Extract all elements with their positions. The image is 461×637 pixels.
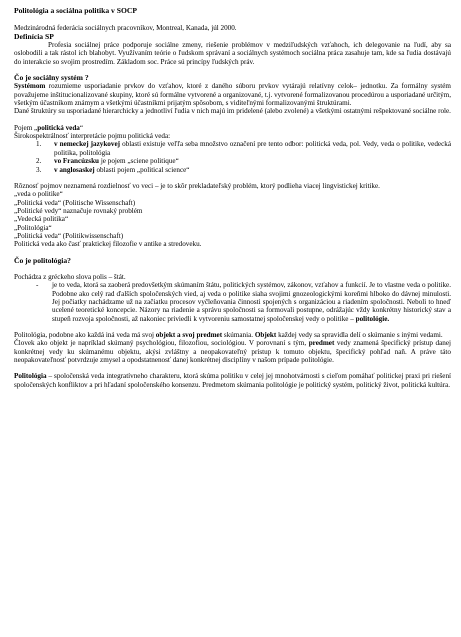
object-text-3: každej vedy sa spravidla delí o skúmanie s inými vedami. bbox=[276, 331, 443, 339]
dash-item-text: je to veda, ktorá sa zaoberá predovšetkým skúmaním štátu, politických systémov, zákonov, vzťahov a funkcií. Je to vlastne veda o politike. Podobne ako celý rad ďalších spoločenských vied, aj veda o politike siaha svojimi gnozeologickými koreňmi hlboko do dávnej minulosti. Jej počiatky nachádzame už na začiatku procesov vyčleňovania činnosti spojených s organizáciou a riadením spoločnosti. Neboli to hneď ucelené teoretické koncepcie. Názory na riadenie a správu spoločnosti sa formovali postupne, odrážajúc vždy konkrétny historický stav a stupeň rozvoja spoločnosti, až nakoniec priviedli k vytvoreniu samostatnej spoločenskej vedy o politike – bbox=[52, 281, 451, 323]
concept-heading bbox=[14, 124, 451, 132]
origin-line: Pochádza z gréckeho slova polis – štát. bbox=[14, 272, 126, 281]
concept-intro: Širokospektrálnosť interpretácie pojmu politická veda: bbox=[14, 132, 171, 141]
term-line: „veda o politike“ bbox=[14, 190, 63, 199]
dash-list bbox=[14, 281, 451, 323]
list-item bbox=[14, 140, 451, 157]
example-text-1: Človek ako objekt je napríklad skúmaný psychológiou, filozofiou, sociológiou. V porovnaní s tým, bbox=[14, 339, 309, 348]
term-line: „Politológia“ bbox=[14, 223, 52, 232]
list-item bbox=[14, 157, 451, 165]
term-line: „Vedecká politika“ bbox=[14, 215, 69, 224]
list-item-term: vo Francúzsku bbox=[54, 157, 100, 166]
example-term: predmet bbox=[308, 339, 335, 348]
system-paragraph bbox=[14, 82, 451, 107]
example-paragraph bbox=[14, 339, 451, 364]
document-title: Politológia a sociálna politika v SOCP bbox=[14, 6, 137, 15]
final-text: – spoločenská veda integratívneho charakteru, ktorá skúma politiku v celej jej mnohotvárnosti s cieľom pomáhať politickej praxi pri riešení spoločenských konfliktov a pri hľadaní spoločenského konsenzu. Predmetom skúmania politológie je politický systém, politický život, politická kultúra. bbox=[14, 372, 451, 389]
list-item bbox=[14, 166, 451, 174]
concept-prefix: Pojem „ bbox=[14, 123, 38, 132]
concept-suffix: “ bbox=[79, 123, 84, 132]
object-text-1: Politológia, podobne ako každá iná veda má svoj bbox=[14, 331, 156, 339]
system-term: Systémom bbox=[14, 82, 46, 91]
object-term-2: Objekt bbox=[254, 331, 277, 339]
list-number: 1. bbox=[36, 140, 42, 149]
final-term: Politológia bbox=[14, 372, 47, 381]
definition-paragraph: Profesia sociálnej práce podporuje sociálne zmeny, riešenie problémov v medziľudských vzťahoch, ich delegovanie na ľudí, aby sa oslobodili a tak rástol ich blahobyt. Využívaním teórie o ľudskom správaní a sociálnych systémoch sociálna práca zasahuje tam, kde sa ľudia dostávajú do interakcie so svojim prostredím. Základom soc. Práce sú princípy ľudských práv. bbox=[14, 41, 451, 66]
list-item-text: oblasti existuje veľľa seba množstvo označení pre tento odbor: politická veda, pol. Vedy, veda o politike, vedecká politika, politológia bbox=[54, 140, 451, 157]
list-number: 2. bbox=[36, 157, 42, 166]
concept-list bbox=[14, 140, 451, 173]
list-item-text: je pojem „sciene politique“ bbox=[99, 157, 179, 166]
final-paragraph bbox=[14, 372, 451, 389]
term-line: „Politické vedy“ naznačuje rovnaký problém bbox=[14, 206, 143, 215]
object-paragraph bbox=[14, 331, 451, 339]
term-closing: Politická veda ako časť praktickej filozofie v antike a stredoveku. bbox=[14, 240, 202, 249]
dash-list-item bbox=[14, 281, 451, 323]
list-item-term: v nemeckej jazykovej bbox=[54, 140, 120, 149]
system-heading: Čo je sociálny systém ? bbox=[14, 73, 89, 83]
system-paragraph-2: Dané štruktúry su usporiadané hierarchicky a jednotliví ľudia v nich majú im pridelené (alebo zvolené) a všetkými ostatnými rešpektované sociálne role. bbox=[14, 107, 451, 116]
list-item-text: oblasti pojem „political science“ bbox=[94, 165, 190, 174]
system-text: rozumieme usporiadanie prvkov do vzťahov, ktoré z daného súboru prvkov vytárajú relatívny celok– jednotku. Za formálny systém považujeme inštitucionalizované skupiny, ktoré sú formálne vytvorené a organizované, t.j. vytvorené formalizovanou procedúrou a usporiadané určitým, všetkým účastníkom známym a všetkými účastníkmi prijatým spôsobom, s viditeľnými formalizovanými štruktúrami. bbox=[14, 82, 451, 108]
concept-term: politická veda bbox=[37, 123, 80, 132]
intro-line: Medzinárodná federácia sociálnych pracovníkov, Montreal, Kanada, júl 2000. bbox=[14, 24, 237, 33]
object-term: objekt a svoj predmet bbox=[155, 331, 223, 339]
example-text-2: vedy znamená špecifický prístup danej konkrétnej vedy ku skúmanému objektu, akýsi zvláštny a neopakovateľný prístup k tomuto objektu, špecifický pohľad naň. A práve táto neopakovateľnosť potvrdzuje zmysel a opodstatnenosť danej konkrétnej disciplíny v našom prípade politológie. bbox=[14, 339, 451, 365]
dash-item-term: politológie. bbox=[355, 314, 390, 323]
term-line: „Politická veda“ (Politische Wissenschaft) bbox=[14, 198, 136, 207]
list-item-term: v anglosaskej bbox=[54, 165, 95, 174]
object-text-2: skúmania. bbox=[222, 331, 255, 339]
definition-heading: Definícia SP bbox=[14, 31, 54, 41]
term-line: „Politická veda“ (Politikwissenschaft) bbox=[14, 231, 124, 240]
dash-mark: - bbox=[36, 281, 39, 290]
variety-paragraph: Rôznosť pojmov neznamená rozdielnosť vo veci – je to skôr prekladateľský problém, ktorý podlieha viacej lingvistickej kritike. bbox=[14, 181, 380, 190]
list-number: 3. bbox=[36, 165, 42, 174]
politology-heading: Čo je politológia? bbox=[14, 255, 71, 265]
